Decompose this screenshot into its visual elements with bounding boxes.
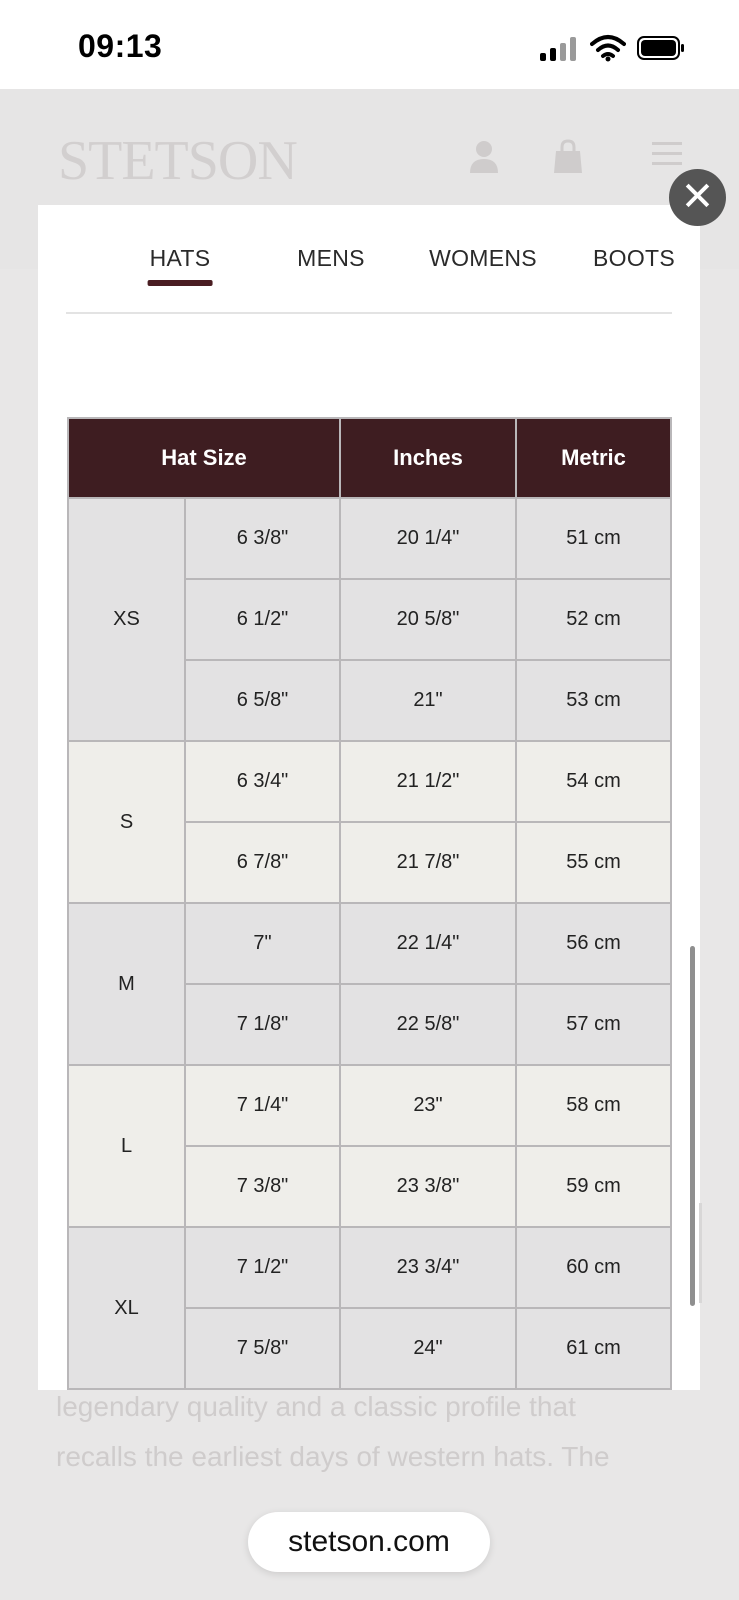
tabs-divider	[66, 312, 672, 314]
table-row-partial	[68, 1389, 671, 1390]
battery-icon	[637, 36, 685, 60]
size-label-cell: M	[68, 903, 185, 1065]
size-label-cell: XL	[68, 1227, 185, 1389]
inches-cell: 23 3/8"	[340, 1146, 516, 1227]
hat-size-cell: 7 1/8"	[185, 984, 340, 1065]
inches-cell: 23 3/4"	[340, 1227, 516, 1308]
hat-size-cell: 6 3/8"	[185, 498, 340, 579]
metric-cell: 59 cm	[516, 1146, 671, 1227]
header-inches: Inches	[340, 418, 516, 498]
header-metric: Metric	[516, 418, 671, 498]
hat-size-cell: 7 3/8"	[185, 1146, 340, 1227]
size-chart-modal	[38, 205, 700, 1390]
page-scrollbar	[699, 1203, 702, 1303]
status-bar	[0, 0, 739, 89]
table-header-row	[68, 418, 671, 498]
close-icon: ✕	[680, 175, 715, 219]
description-line: legendary quality and a classic profile that	[56, 1391, 576, 1422]
modal-scrollbar[interactable]	[690, 946, 695, 1306]
hat-size-cell: 7 5/8"	[185, 1308, 340, 1389]
hat-size-cell: 7 1/2"	[185, 1227, 340, 1308]
metric-cell: 57 cm	[516, 984, 671, 1065]
hat-size-cell: 6 3/4"	[185, 741, 340, 822]
size-label-cell: S	[68, 741, 185, 903]
inches-cell: 21"	[340, 660, 516, 741]
hat-size-table	[67, 417, 672, 1390]
hat-size-cell: 7"	[185, 903, 340, 984]
tab-womens[interactable]: WOMENS	[429, 245, 537, 271]
table-row	[68, 741, 671, 822]
hat-size-cell: 6 1/2"	[185, 579, 340, 660]
account-icon[interactable]	[468, 139, 500, 173]
metric-cell: 60 cm	[516, 1227, 671, 1308]
status-time: 09:13	[78, 28, 163, 64]
metric-cell: 52 cm	[516, 579, 671, 660]
inches-cell: 21 7/8"	[340, 822, 516, 903]
stetson-logo[interactable]: STETSON	[58, 130, 297, 192]
inches-cell: 22 5/8"	[340, 984, 516, 1065]
inches-cell: 24"	[340, 1308, 516, 1389]
wifi-icon	[590, 34, 626, 62]
tab-mens[interactable]: MENS	[297, 245, 365, 271]
inches-cell: 23"	[340, 1065, 516, 1146]
table-row	[68, 498, 671, 579]
inches-cell: 20 5/8"	[340, 579, 516, 660]
metric-cell: 56 cm	[516, 903, 671, 984]
inches-cell: 20 1/4"	[340, 498, 516, 579]
metric-cell: 53 cm	[516, 660, 671, 741]
metric-cell: 58 cm	[516, 1065, 671, 1146]
cellular-signal-icon	[540, 37, 578, 61]
inches-cell: 21 1/2"	[340, 741, 516, 822]
hat-size-cell: 7 1/4"	[185, 1065, 340, 1146]
inches-cell: 22 1/4"	[340, 903, 516, 984]
tab-boots[interactable]: BOOTS	[592, 245, 676, 271]
tab-hats[interactable]: HATS	[149, 245, 211, 271]
table-row	[68, 903, 671, 984]
size-label-cell: XS	[68, 498, 185, 741]
close-button[interactable]	[669, 169, 726, 226]
hat-size-cell: 6 7/8"	[185, 822, 340, 903]
hat-size-cell: 6 5/8"	[185, 660, 340, 741]
size-chart-tabs	[66, 205, 676, 315]
header-hat-size: Hat Size	[68, 418, 340, 498]
metric-cell: 61 cm	[516, 1308, 671, 1389]
description-line: recalls the earliest days of western hats. The	[56, 1441, 610, 1472]
product-description	[56, 1382, 696, 1482]
metric-cell: 54 cm	[516, 741, 671, 822]
metric-cell: 55 cm	[516, 822, 671, 903]
table-row	[68, 1227, 671, 1308]
menu-icon[interactable]	[652, 139, 682, 169]
size-label-cell: L	[68, 1065, 185, 1227]
shopping-bag-icon[interactable]	[552, 139, 584, 173]
table-row	[68, 1065, 671, 1146]
metric-cell: 51 cm	[516, 498, 671, 579]
url-bar[interactable]: stetson.com	[248, 1512, 490, 1572]
